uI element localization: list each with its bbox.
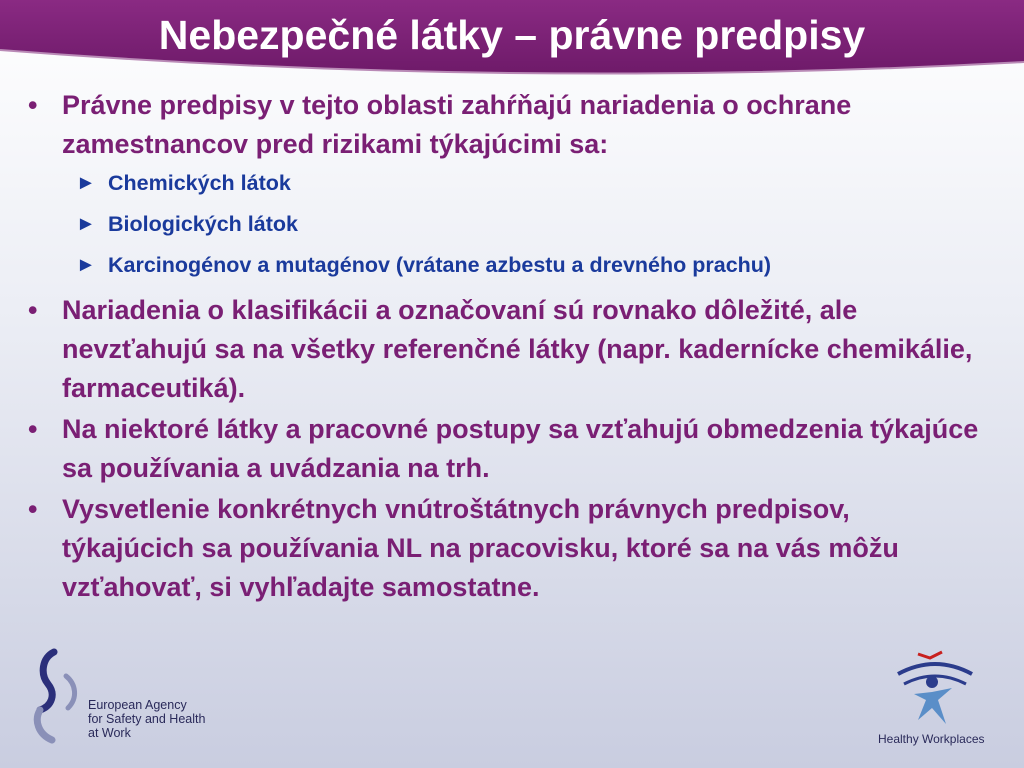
bullet-item <box>20 410 980 488</box>
agency-name <box>88 698 205 740</box>
arrow-marker: ► <box>76 254 96 276</box>
sub-item <box>20 209 980 240</box>
sub-item-text: Biologických látok <box>108 212 298 236</box>
campaign-name: Healthy Workplaces <box>878 732 985 746</box>
bullet-marker: • <box>28 414 38 444</box>
bullet-item <box>20 291 980 408</box>
healthy-workplaces-figure-icon <box>890 648 980 728</box>
agency-line: European Agency <box>88 698 187 712</box>
healthy-workplaces-logo <box>890 648 980 728</box>
bullet-item <box>20 490 980 607</box>
bullet-text: Nariadenia o klasifikácii a označovaní sú rovnako dôležité, ale nevzťahujú sa na všetky referenčné látky (napr. kadernícke chemikálie, farmaceutiká). <box>62 295 973 403</box>
bullet-marker: • <box>28 494 38 524</box>
bullet-marker: • <box>28 90 38 120</box>
sub-item-text: Karcinogénov a mutagénov (vrátane azbestu a drevného prachu) <box>108 253 772 277</box>
arrow-marker: ► <box>76 172 96 194</box>
bullet-text: Na niektoré látky a pracovné postupy sa vzťahujú obmedzenia týkajúce sa používania a uvádzania na trh. <box>62 414 979 483</box>
bullet-item <box>20 86 980 164</box>
agency-line: for Safety and Health <box>88 712 206 726</box>
bullet-text: Vysvetlenie konkrétnych vnútroštátnych právnych predpisov, týkajúcich sa používania NL na pracovisku, ktoré sa na vás môžu vzťahovať, si vyhľadajte samostatne. <box>62 494 899 602</box>
sub-item <box>20 250 980 281</box>
bullet-marker: • <box>28 295 38 325</box>
bullet-text: Právne predpisy v tejto oblasti zahŕňajú nariadenia o ochrane zamestnancov pred rizikami týkajúcimi sa: <box>62 90 852 159</box>
slide-title: Nebezpečné látky – právne predpisy <box>158 12 866 58</box>
slide-content <box>20 86 980 609</box>
sub-item-text: Chemických látok <box>108 171 291 195</box>
agency-line: at Work <box>88 726 131 740</box>
eu-osha-emblem-icon <box>32 648 92 748</box>
arrow-marker: ► <box>76 213 96 235</box>
sub-item <box>20 168 980 199</box>
